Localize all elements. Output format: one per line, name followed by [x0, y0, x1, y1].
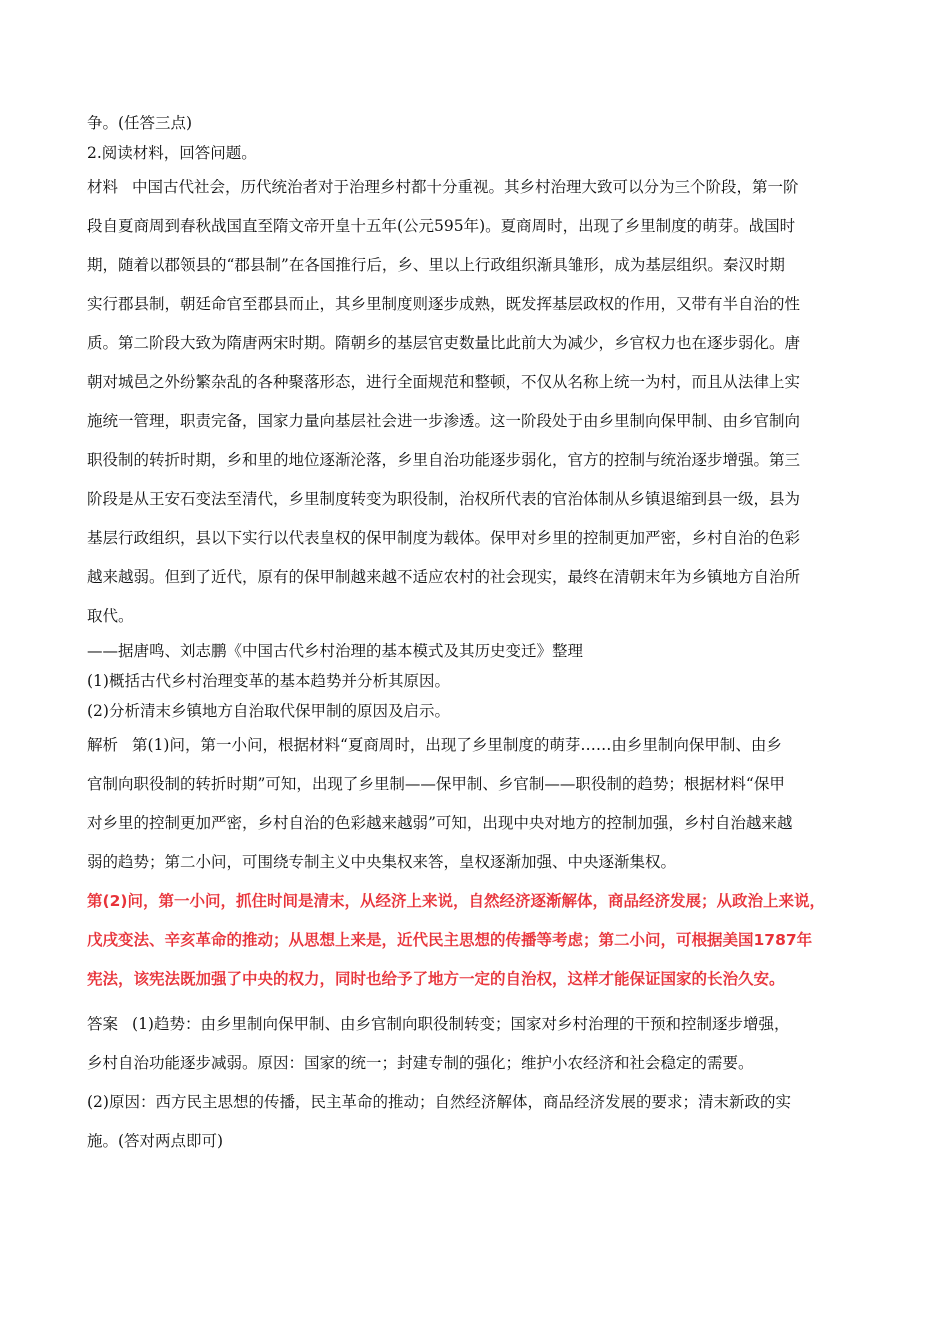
analysis-label: 解析: [87, 736, 119, 754]
material-source: ——据唐鸣、刘志鹏《中国古代乡村治理的基本模式及其历史变迁》整理: [87, 642, 584, 660]
sub-question-1: (1)概括古代乡村治理变革的基本趋势并分析其原因。: [87, 672, 450, 690]
material-line: 质。第二阶段大致为隋唐两宋时期。隋朝乡的基层官吏数量比此前大为减少，乡官权力也在逐步弱化。唐: [87, 334, 801, 352]
analysis-highlight-line: 第(2)问，第一小问，抓住时间是清末，从经济上来说，自然经济逐渐解体，商品经济发展；从政治上来说，: [87, 892, 825, 910]
document-page: [87, 108, 877, 1161]
answer-line: 乡村自治功能逐步减弱。原因：国家的统一；封建专制的强化；维护小农经济和社会稳定的需要。: [87, 1054, 754, 1072]
material-line: 职役制的转折时期，乡和里的地位逐渐沦落，乡里自治功能逐步弱化，官方的控制与统治逐步增强。第三: [87, 451, 801, 469]
answer-line: [87, 1005, 877, 1044]
material-line: 越来越弱。但到了近代，原有的保甲制越来越不适应农村的社会现实，最终在清朝末年为乡镇地方自治所: [87, 568, 801, 586]
analysis-highlight-line: 戊戌变法、辛亥革命的推动；从思想上来是，近代民主思想的传播等考虑；第二小问，可根据美国1787年: [87, 931, 813, 949]
material-line: 段自夏商周到春秋战国直至隋文帝开皇十五年(公元595年)。夏商周时，出现了乡里制度的萌芽。战国时: [87, 217, 796, 235]
material-line: [87, 168, 877, 207]
material-text: 中国古代社会，历代统治者对于治理乡村都十分重视。其乡村治理大致可以分为三个阶段，第一阶: [132, 178, 799, 196]
material-label: 材料: [87, 178, 119, 196]
analysis-highlight-line: 宪法，该宪法既加强了中央的权力，同时也给予了地方一定的自治权，这样才能保证国家的长治久安。: [87, 970, 785, 988]
analysis-text: 第(1)问，第一小问，根据材料“夏商周时，出现了乡里制度的萌芽……由乡里制向保甲制、由乡: [132, 736, 782, 754]
sub-question-2: (2)分析清末乡镇地方自治取代保甲制的原因及启示。: [87, 702, 450, 720]
material-line: 朝对城邑之外纷繁杂乱的各种聚落形态，进行全面规范和整顿，不仅从名称上统一为村，而且从法律上实: [87, 373, 801, 391]
material-line: 基层行政组织，县以下实行以代表皇权的保甲制度为载体。保甲对乡里的控制更加严密，乡村自治的色彩: [87, 529, 801, 547]
material-line: 取代。: [87, 607, 134, 625]
material-line: 阶段是从王安石变法至清代，乡里制度转变为职役制，治权所代表的官治体制从乡镇退缩到县一级，县为: [87, 490, 801, 508]
material-line: 施统一管理，职责完备，国家力量向基层社会进一步渗透。这一阶段处于由乡里制向保甲制、由乡官制向: [87, 412, 801, 430]
answer-line: 施。(答对两点即可): [87, 1132, 224, 1150]
material-line: 实行郡县制，朝廷命官至郡县而止，其乡里制度则逐步成熟，既发挥基层政权的作用，又带有半自治的性: [87, 295, 801, 313]
answer-text: (1)趋势：由乡里制向保甲制、由乡官制向职役制转变；国家对乡村治理的干预和控制逐步增强，: [132, 1015, 790, 1033]
question-heading: 2.阅读材料，回答问题。: [87, 144, 257, 162]
analysis-line: [87, 726, 877, 765]
answer-line: (2)原因：西方民主思想的传播，民主革命的推动；自然经济解体，商品经济发展的要求；清末新政的实: [87, 1093, 791, 1111]
answer-label: 答案: [87, 1015, 119, 1033]
previous-answer-tail: 争。(任答三点): [87, 114, 193, 132]
analysis-line: 弱的趋势；第二小问，可围绕专制主义中央集权来答，皇权逐渐加强、中央逐渐集权。: [87, 853, 677, 871]
material-line: 期，随着以郡领县的“郡县制”在各国推行后，乡、里以上行政组织渐具雏形，成为基层组织。秦汉时期: [87, 256, 785, 274]
analysis-line: 官制向职役制的转折时期”可知，出现了乡里制——保甲制、乡官制——职役制的趋势；根据材料“保甲: [87, 775, 785, 793]
analysis-line: 对乡里的控制更加严密，乡村自治的色彩越来越弱”可知，出现中央对地方的控制加强，乡村自治越来越: [87, 814, 793, 832]
